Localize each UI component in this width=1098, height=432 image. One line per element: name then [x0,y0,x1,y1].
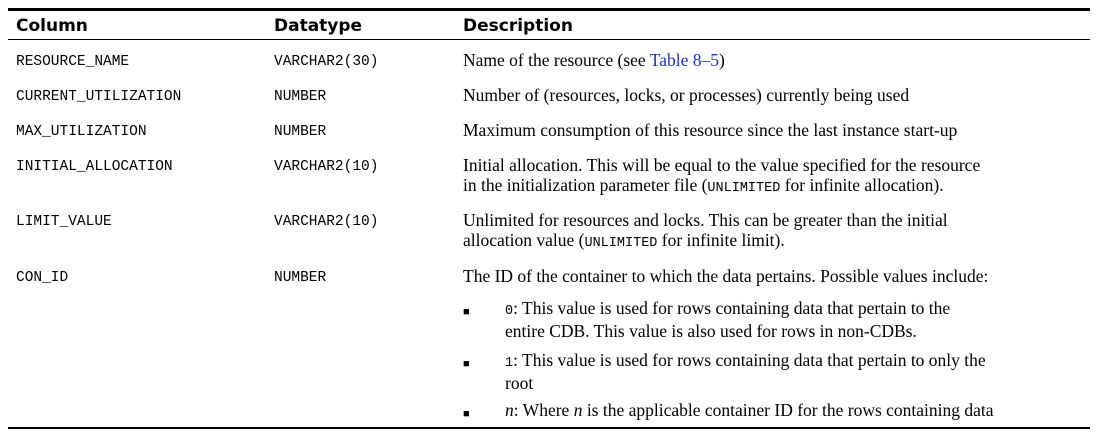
row-con-id-datatype: NUMBER [274,270,327,286]
header-rule [8,39,1090,40]
table-top-rule [8,8,1090,11]
row-limit-value-description [463,211,1088,253]
table-bottom-rule [8,427,1090,429]
desc-text: allocation value ( [463,229,585,250]
row-resource-name-description [463,51,1088,71]
con-id-bullet-0 [505,299,1088,341]
header-column: Column [16,16,88,36]
row-current-utilization-column: CURRENT_UTILIZATION [16,89,182,105]
desc-code: UNLIMITED [584,235,658,251]
desc-text: : Where [513,400,574,420]
desc-code: 1 [505,356,514,371]
row-max-utilization-column: MAX_UTILIZATION [16,124,147,140]
row-initial-allocation-datatype: VARCHAR2(10) [274,159,379,175]
desc-line: Initial allocation. This will be equal to the value specified for the resource [463,155,981,175]
desc-italic: n [505,400,514,420]
desc-text: : This value is used for rows containing data that pertain to the [513,298,951,318]
header-datatype: Datatype [274,16,363,36]
con-id-bullet-2 [505,401,1088,421]
header-description: Description [463,16,573,36]
con-id-bullet-1 [505,351,1088,393]
row-con-id-column: CON_ID [16,270,69,286]
desc-text: Name of the resource (see [463,50,650,70]
row-resource-name-datatype: VARCHAR2(30) [274,54,379,70]
table-link[interactable]: Table 8–5 [649,50,719,70]
desc-text: in the initialization parameter file ( [463,174,708,195]
desc-code: UNLIMITED [707,180,781,196]
desc-line [505,299,1088,322]
desc-line [463,176,1088,199]
desc-text: for infinite limit). [657,229,785,250]
row-max-utilization-datatype: NUMBER [274,124,327,140]
row-resource-name-column: RESOURCE_NAME [16,54,130,70]
bullet-icon: ■ [463,408,470,420]
row-con-id-description: The ID of the container to which the data pertains. Possible values include: [463,266,989,286]
desc-italic: n [573,400,583,420]
desc-text: for infinite allocation). [780,174,944,195]
row-current-utilization-datatype: NUMBER [274,89,327,105]
row-initial-allocation-column: INITIAL_ALLOCATION [16,159,173,175]
desc-line: root [505,372,534,393]
bullet-icon: ■ [463,306,470,318]
desc-line: entire CDB. This value is also used for rows in non-CDBs. [505,320,917,341]
row-limit-value-column: LIMIT_VALUE [16,214,112,230]
row-max-utilization-description: Maximum consumption of this resource since the last instance start-up [463,120,958,140]
row-current-utilization-description: Number of (resources, locks, or processes) currently being used [463,85,910,105]
row-limit-value-datatype: VARCHAR2(10) [274,214,379,230]
desc-line [463,231,1088,254]
bullet-icon: ■ [463,358,470,370]
desc-text: is the applicable container ID for the rows containing data [582,400,994,420]
desc-code: 0 [505,304,514,319]
desc-text: : This value is used for rows containing data that pertain to only the [513,350,986,370]
desc-line [505,401,1088,421]
desc-line [505,351,1088,374]
row-initial-allocation-description [463,156,1088,198]
desc-text: ) [719,50,725,70]
desc-line: Unlimited for resources and locks. This can be greater than the initial [463,210,948,230]
